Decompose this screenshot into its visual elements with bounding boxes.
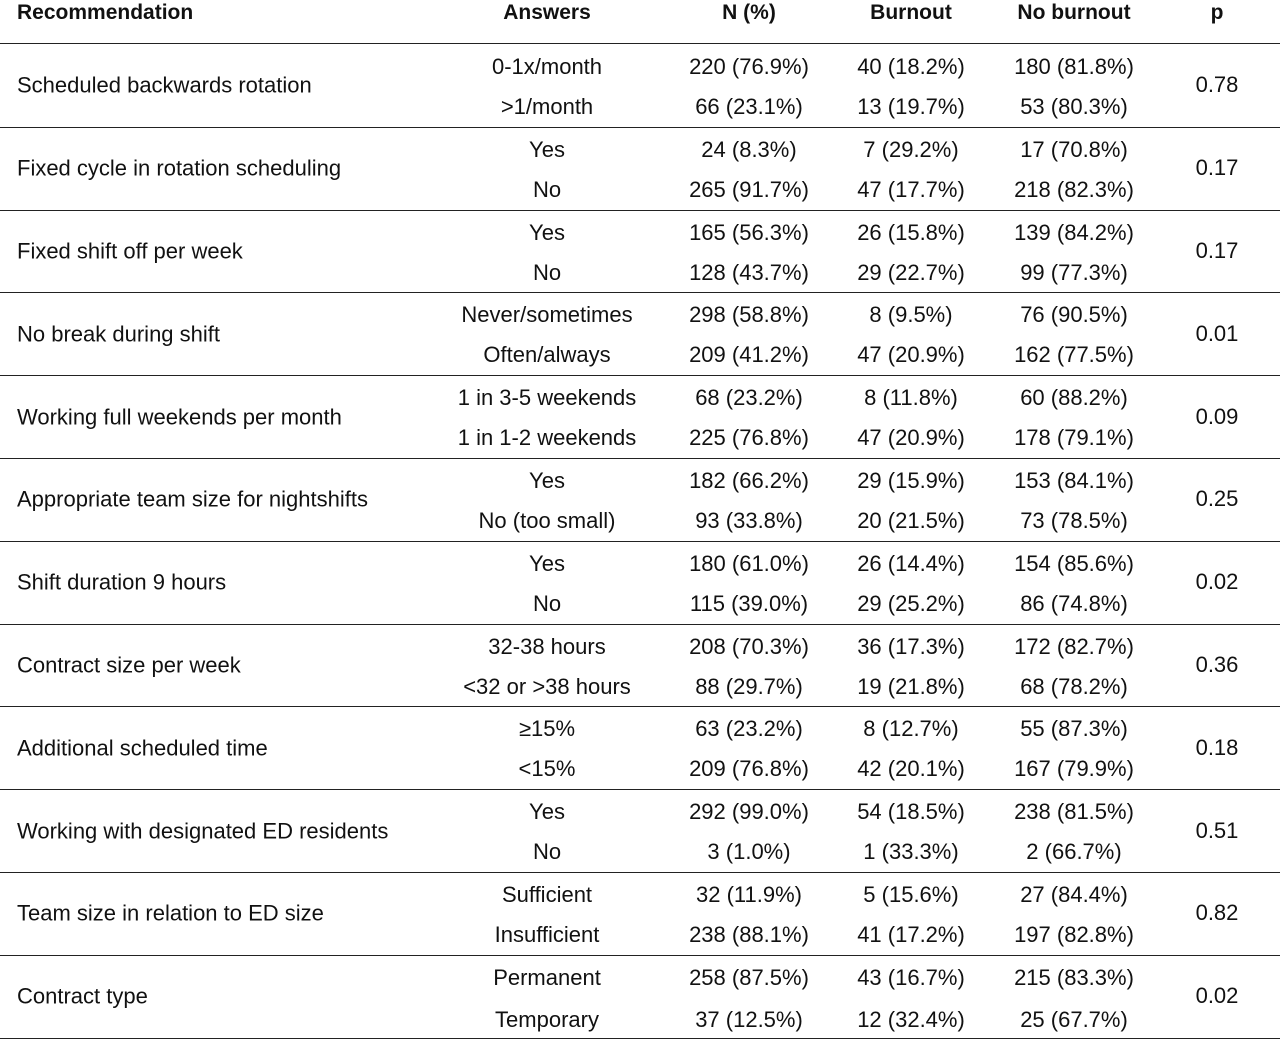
header-n-percent: N (%) — [722, 1, 776, 24]
n-percent-cell: 32 (11.9%) — [696, 882, 802, 907]
answer-cell: 0-1x/month — [491, 54, 603, 79]
table-row — [0, 541, 1280, 624]
burnout-cell: 20 (21.5%) — [857, 508, 965, 533]
header-p: p — [1210, 1, 1224, 24]
answer-cell: Yes — [529, 550, 565, 576]
burnout-cell: 26 (15.8%) — [857, 219, 965, 245]
answer-row — [0, 47, 1280, 87]
answer-row — [0, 627, 1280, 667]
answer-row — [0, 792, 1280, 832]
answer-row — [0, 213, 1280, 253]
table-row — [0, 624, 1280, 707]
recommendation-label: Contract type — [17, 983, 148, 1009]
recommendation-label: Shift duration 9 hours — [17, 569, 227, 595]
burnout-cell: 8 (9.5%) — [869, 302, 953, 328]
n-percent-cell: 225 (76.8%) — [689, 425, 809, 451]
recommendation-label: Fixed shift off per week — [17, 238, 243, 264]
answer-row — [0, 544, 1280, 584]
burnout-cell: 1 (33.3%) — [863, 839, 959, 865]
recommendation-label: Team size in relation to ED size — [17, 900, 324, 926]
burnout-cell: 36 (17.3%) — [857, 633, 965, 659]
answer-cell: Never/sometimes — [461, 302, 633, 328]
recommendation-label: No break during shift — [17, 321, 220, 347]
recommendation-label: Additional scheduled time — [17, 735, 268, 761]
no-burnout-cell: 154 (85.6%) — [1014, 550, 1134, 576]
no-burnout-cell: 215 (83.3%) — [1014, 964, 1134, 990]
answer-row — [0, 875, 1280, 915]
recommendation-label: Working full weekends per month — [17, 404, 342, 430]
burnout-cell: 8 (12.7%) — [863, 716, 959, 742]
table-row — [0, 127, 1280, 210]
burnout-cell: 47 (20.9%) — [857, 342, 965, 368]
no-burnout-cell: 27 (84.4%) — [1020, 882, 1128, 907]
answer-row — [0, 253, 1280, 293]
header-no-burnout: No burnout — [1017, 1, 1131, 24]
answer-row — [0, 170, 1280, 210]
no-burnout-cell: 180 (81.8%) — [1014, 54, 1134, 79]
answer-row — [0, 461, 1280, 501]
burnout-cell: 12 (32.4%) — [857, 1006, 965, 1032]
answer-cell: <15% — [518, 756, 576, 782]
answer-row — [0, 130, 1280, 170]
p-value: 0.09 — [1195, 403, 1239, 429]
n-percent-cell: 63 (23.2%) — [695, 716, 803, 742]
no-burnout-cell: 17 (70.8%) — [1020, 136, 1128, 162]
no-burnout-cell: 60 (88.2%) — [1020, 385, 1128, 411]
n-percent-cell: 128 (43.7%) — [689, 259, 809, 285]
row-rule — [0, 1038, 1280, 1039]
recommendation-label: Contract size per week — [17, 652, 241, 678]
table-row — [0, 292, 1280, 375]
no-burnout-cell: 197 (82.8%) — [1014, 922, 1134, 947]
answer-cell: 1 in 1-2 weekends — [457, 425, 637, 451]
table-row — [0, 872, 1280, 955]
burnout-cell: 41 (17.2%) — [857, 922, 965, 947]
no-burnout-cell: 53 (80.3%) — [1020, 94, 1128, 119]
burnout-cell: 47 (17.7%) — [857, 176, 965, 202]
burnout-cell: 54 (18.5%) — [857, 799, 965, 825]
burnout-cell: 5 (15.6%) — [863, 882, 959, 907]
answer-row — [0, 749, 1280, 789]
no-burnout-cell: 167 (79.9%) — [1014, 756, 1134, 782]
answer-row — [0, 335, 1280, 375]
answer-cell: Yes — [529, 799, 565, 825]
answer-row — [0, 832, 1280, 872]
n-percent-cell: 258 (87.5%) — [689, 964, 809, 990]
n-percent-cell: 115 (39.0%) — [689, 590, 809, 616]
recommendation-label: Appropriate team size for nightshifts — [17, 486, 368, 512]
answer-row — [0, 501, 1280, 541]
p-value: 0.78 — [1195, 72, 1239, 98]
answer-cell: No — [532, 176, 562, 202]
p-value: 0.17 — [1195, 237, 1239, 263]
n-percent-cell: 165 (56.3%) — [689, 219, 809, 245]
n-percent-cell: 24 (8.3%) — [701, 136, 797, 162]
recommendation-label: Fixed cycle in rotation scheduling — [17, 155, 342, 181]
n-percent-cell: 209 (41.2%) — [689, 342, 809, 368]
p-value: 0.02 — [1195, 569, 1239, 595]
burnout-cell: 8 (11.8%) — [864, 385, 958, 411]
answer-cell: Insufficient — [494, 922, 600, 947]
p-value: 0.01 — [1195, 320, 1239, 346]
no-burnout-cell: 73 (78.5%) — [1020, 508, 1128, 533]
no-burnout-cell: 162 (77.5%) — [1014, 342, 1134, 368]
table-header — [0, 0, 1280, 44]
answer-row — [0, 584, 1280, 624]
answer-cell: Yes — [529, 219, 565, 245]
burnout-cell: 29 (15.9%) — [857, 468, 965, 493]
no-burnout-cell: 218 (82.3%) — [1014, 176, 1134, 202]
n-percent-cell: 292 (99.0%) — [689, 799, 809, 825]
no-burnout-cell: 139 (84.2%) — [1014, 219, 1134, 245]
answer-cell: Often/always — [483, 342, 611, 368]
answer-row — [0, 295, 1280, 335]
answer-cell: No — [532, 259, 562, 285]
n-percent-cell: 66 (23.1%) — [695, 94, 803, 119]
n-percent-cell: 88 (29.7%) — [695, 673, 803, 699]
burnout-cell: 26 (14.4%) — [857, 550, 965, 576]
no-burnout-cell: 238 (81.5%) — [1014, 799, 1134, 825]
answer-cell: >1/month — [500, 94, 594, 119]
no-burnout-cell: 76 (90.5%) — [1020, 302, 1128, 328]
answer-cell: ≥15% — [518, 716, 576, 742]
no-burnout-cell: 86 (74.8%) — [1020, 590, 1128, 616]
n-percent-cell: 37 (12.5%) — [695, 1006, 803, 1032]
burnout-cell: 40 (18.2%) — [857, 54, 965, 79]
n-percent-cell: 3 (1.0%) — [707, 839, 791, 865]
recommendation-label: Working with designated ED residents — [17, 818, 389, 844]
p-value: 0.17 — [1195, 155, 1239, 181]
p-value: 0.25 — [1195, 486, 1239, 512]
answer-cell: No (too small) — [478, 508, 616, 533]
burnout-cell: 13 (19.7%) — [857, 94, 965, 119]
no-burnout-cell: 55 (87.3%) — [1020, 716, 1128, 742]
answer-row — [0, 378, 1280, 418]
p-value: 0.02 — [1195, 983, 1239, 1009]
answer-row — [0, 958, 1280, 998]
burnout-cell: 42 (20.1%) — [857, 756, 965, 782]
p-value: 0.18 — [1195, 734, 1239, 760]
answer-row — [0, 418, 1280, 458]
table-row — [0, 210, 1280, 293]
n-percent-cell: 265 (91.7%) — [689, 176, 809, 202]
answer-cell: No — [532, 590, 562, 616]
burnout-cell: 29 (25.2%) — [857, 590, 965, 616]
burnout-cell: 19 (21.8%) — [857, 673, 965, 699]
answer-cell: Sufficient — [501, 882, 593, 907]
no-burnout-cell: 99 (77.3%) — [1020, 259, 1128, 285]
n-percent-cell: 68 (23.2%) — [695, 385, 803, 411]
header-answers: Answers — [503, 1, 591, 24]
burnout-cell: 7 (29.2%) — [863, 136, 959, 162]
header-recommendation: Recommendation — [17, 1, 194, 24]
table-row — [0, 44, 1280, 127]
answer-cell: 32-38 hours — [488, 633, 606, 659]
p-value: 0.82 — [1195, 900, 1239, 926]
table-row — [0, 706, 1280, 789]
answer-cell: Yes — [529, 136, 565, 162]
header-burnout: Burnout — [870, 1, 952, 24]
answer-row — [0, 915, 1280, 955]
answer-row — [0, 667, 1280, 707]
n-percent-cell: 180 (61.0%) — [689, 550, 809, 576]
no-burnout-cell: 2 (66.7%) — [1026, 839, 1122, 865]
table-row — [0, 458, 1280, 541]
table-row — [0, 375, 1280, 458]
answer-cell: 1 in 3-5 weekends — [457, 385, 637, 411]
answer-cell: No — [532, 839, 562, 865]
answer-row — [0, 709, 1280, 749]
n-percent-cell: 238 (88.1%) — [689, 922, 809, 947]
p-value: 0.51 — [1195, 817, 1239, 843]
p-value: 0.36 — [1195, 651, 1239, 677]
n-percent-cell: 220 (76.9%) — [689, 54, 809, 79]
answer-cell: Temporary — [495, 1006, 599, 1032]
burnout-cell: 47 (20.9%) — [857, 425, 965, 451]
no-burnout-cell: 178 (79.1%) — [1014, 425, 1134, 451]
answer-cell: Permanent — [493, 964, 601, 990]
answer-row — [0, 1000, 1280, 1040]
n-percent-cell: 208 (70.3%) — [689, 633, 809, 659]
n-percent-cell: 209 (76.8%) — [689, 756, 809, 782]
no-burnout-cell: 153 (84.1%) — [1014, 468, 1134, 493]
no-burnout-cell: 25 (67.7%) — [1020, 1006, 1128, 1032]
no-burnout-cell: 172 (82.7%) — [1014, 633, 1134, 659]
table-row — [0, 789, 1280, 872]
answer-cell: <32 or >38 hours — [463, 673, 631, 699]
answer-cell: Yes — [529, 468, 565, 493]
n-percent-cell: 182 (66.2%) — [689, 468, 809, 493]
answer-row — [0, 87, 1280, 127]
no-burnout-cell: 68 (78.2%) — [1020, 673, 1128, 699]
n-percent-cell: 93 (33.8%) — [695, 508, 803, 533]
n-percent-cell: 298 (58.8%) — [689, 302, 809, 328]
table-row — [0, 955, 1280, 1038]
burnout-cell: 43 (16.7%) — [857, 964, 965, 990]
burnout-cell: 29 (22.7%) — [857, 259, 965, 285]
recommendation-label: Scheduled backwards rotation — [17, 72, 312, 98]
